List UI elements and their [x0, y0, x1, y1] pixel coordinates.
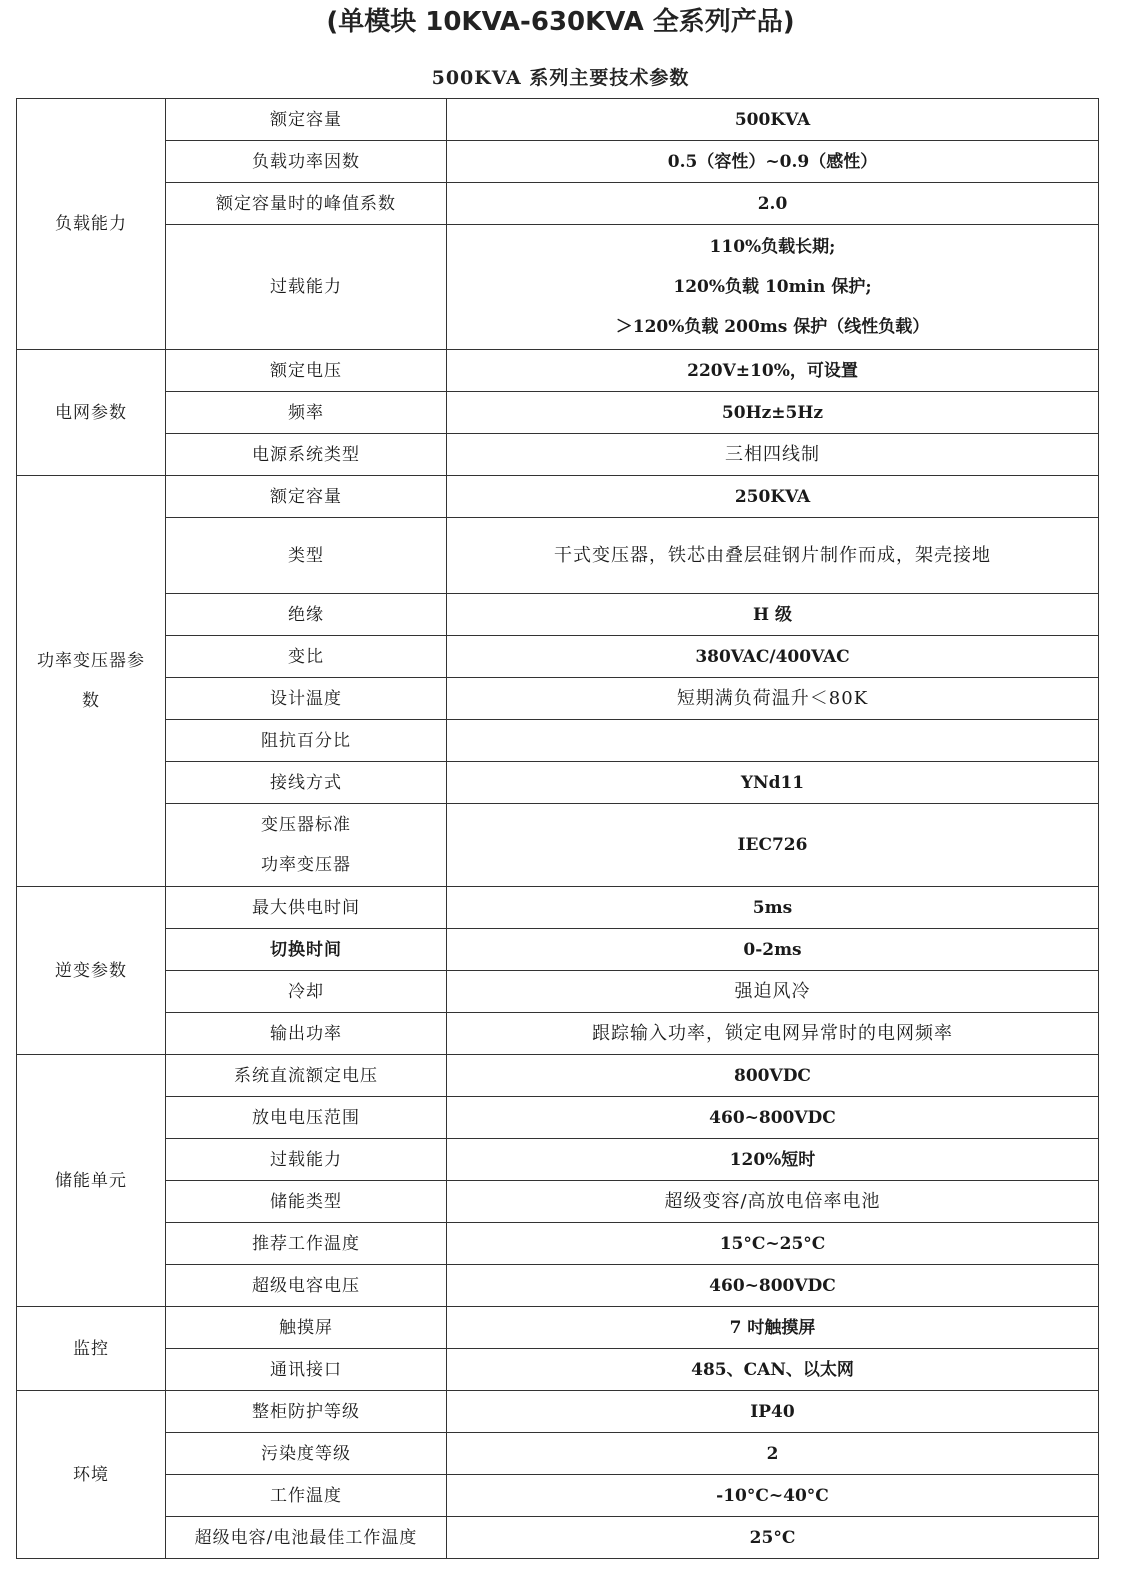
page-title: (单模块 10KVA-630KVA 全系列产品)	[326, 7, 795, 37]
param-label: 负载功率因数	[166, 141, 447, 183]
param-value: 短期满负荷温升＜80K	[447, 678, 1099, 720]
group-monitoring: 监控	[17, 1307, 166, 1391]
param-label: 通讯接口	[166, 1349, 447, 1391]
param-value: 跟踪输入功率，锁定电网异常时的电网频率	[447, 1013, 1099, 1055]
group-inverter-params: 逆变参数	[17, 887, 166, 1055]
param-label: 输出功率	[166, 1013, 447, 1055]
param-label-multiline	[166, 804, 447, 887]
param-value: 380VAC/400VAC	[447, 636, 1099, 678]
param-value: IP40	[447, 1391, 1099, 1433]
param-label: 额定容量	[166, 476, 447, 518]
value-line: ＞120%负载 200ms 保护（线性负载）	[615, 317, 930, 337]
param-value: 250KVA	[447, 476, 1099, 518]
param-value: 三相四线制	[447, 434, 1099, 476]
param-label: 设计温度	[166, 678, 447, 720]
param-value: 超级变容/高放电倍率电池	[447, 1181, 1099, 1223]
param-label: 频率	[166, 392, 447, 434]
group-label-line: 数	[82, 691, 100, 711]
param-label: 额定电压	[166, 350, 447, 392]
param-label: 储能类型	[166, 1181, 447, 1223]
table-row	[17, 636, 1099, 678]
table-row	[17, 1265, 1099, 1307]
param-value: 干式变压器，铁芯由叠层硅钢片制作而成，架壳接地	[447, 518, 1099, 594]
param-label: 接线方式	[166, 762, 447, 804]
param-value-multiline	[447, 225, 1099, 350]
param-value: 25°C	[447, 1517, 1099, 1559]
param-label: 绝缘	[166, 594, 447, 636]
param-value: 2.0	[447, 183, 1099, 225]
table-row	[17, 1433, 1099, 1475]
group-storage-unit: 储能单元	[17, 1055, 166, 1307]
table-row	[17, 1097, 1099, 1139]
param-value: 485、CAN、以太网	[447, 1349, 1099, 1391]
param-label: 冷却	[166, 971, 447, 1013]
param-value: 500KVA	[447, 99, 1099, 141]
table-row	[17, 225, 1099, 350]
group-grid-params: 电网参数	[17, 350, 166, 476]
param-value: 120%短时	[447, 1139, 1099, 1181]
table-row	[17, 141, 1099, 183]
param-value: YNd11	[447, 762, 1099, 804]
table-row	[17, 392, 1099, 434]
param-value: 460~800VDC	[447, 1097, 1099, 1139]
table-row	[17, 1307, 1099, 1349]
param-value: -10°C~40°C	[447, 1475, 1099, 1517]
param-label: 超级电容电压	[166, 1265, 447, 1307]
param-value	[447, 720, 1099, 762]
param-label: 污染度等级	[166, 1433, 447, 1475]
param-value: 强迫风冷	[447, 971, 1099, 1013]
param-value: 2	[447, 1433, 1099, 1475]
value-line: 110%负载长期;	[709, 237, 836, 257]
table-row	[17, 1055, 1099, 1097]
table-row	[17, 804, 1099, 887]
table-row	[17, 1181, 1099, 1223]
param-label-line: 变压器标准	[261, 815, 351, 835]
group-load-capacity: 负载能力	[17, 99, 166, 350]
param-label: 额定容量时的峰值系数	[166, 183, 447, 225]
param-label: 触摸屏	[166, 1307, 447, 1349]
table-row	[17, 1475, 1099, 1517]
param-value: H 级	[447, 594, 1099, 636]
table-row	[17, 434, 1099, 476]
param-value: IEC726	[447, 804, 1099, 887]
value-line: 120%负载 10min 保护;	[673, 277, 872, 297]
table-row	[17, 1517, 1099, 1559]
param-label: 推荐工作温度	[166, 1223, 447, 1265]
param-value: 800VDC	[447, 1055, 1099, 1097]
table-row	[17, 350, 1099, 392]
group-label-line: 功率变压器参	[37, 651, 145, 671]
table-row	[17, 887, 1099, 929]
table-row	[17, 1223, 1099, 1265]
param-label: 整柜防护等级	[166, 1391, 447, 1433]
param-label: 类型	[166, 518, 447, 594]
param-label: 变比	[166, 636, 447, 678]
param-value: 220V±10%，可设置	[447, 350, 1099, 392]
group-power-transformer	[17, 476, 166, 887]
param-label: 阻抗百分比	[166, 720, 447, 762]
table-row	[17, 183, 1099, 225]
param-label: 超级电容/电池最佳工作温度	[166, 1517, 447, 1559]
param-value: 15°C~25°C	[447, 1223, 1099, 1265]
table-row	[17, 678, 1099, 720]
table-row	[17, 1349, 1099, 1391]
table-row	[17, 720, 1099, 762]
param-label: 切换时间	[166, 929, 447, 971]
param-label-line: 功率变压器	[261, 855, 351, 875]
param-label: 过载能力	[166, 1139, 447, 1181]
param-value: 0-2ms	[447, 929, 1099, 971]
table-row	[17, 1013, 1099, 1055]
param-label: 额定容量	[166, 99, 447, 141]
param-label: 放电电压范围	[166, 1097, 447, 1139]
spec-table	[16, 98, 1099, 1559]
table-row	[17, 1391, 1099, 1433]
table-row	[17, 971, 1099, 1013]
table-row	[17, 1139, 1099, 1181]
group-environment: 环境	[17, 1391, 166, 1559]
table-row	[17, 594, 1099, 636]
param-value: 5ms	[447, 887, 1099, 929]
param-value: 50Hz±5Hz	[447, 392, 1099, 434]
param-label: 系统直流额定电压	[166, 1055, 447, 1097]
param-label: 工作温度	[166, 1475, 447, 1517]
param-label: 过载能力	[166, 225, 447, 350]
table-row	[17, 99, 1099, 141]
table-row	[17, 762, 1099, 804]
table-row	[17, 476, 1099, 518]
param-value: 7 吋触摸屏	[447, 1307, 1099, 1349]
param-label: 最大供电时间	[166, 887, 447, 929]
param-value: 460~800VDC	[447, 1265, 1099, 1307]
param-label: 电源系统类型	[166, 434, 447, 476]
table-row	[17, 518, 1099, 594]
table-row	[17, 929, 1099, 971]
param-value: 0.5（容性）~0.9（感性）	[447, 141, 1099, 183]
table-title: 500KVA 系列主要技术参数	[431, 67, 690, 89]
